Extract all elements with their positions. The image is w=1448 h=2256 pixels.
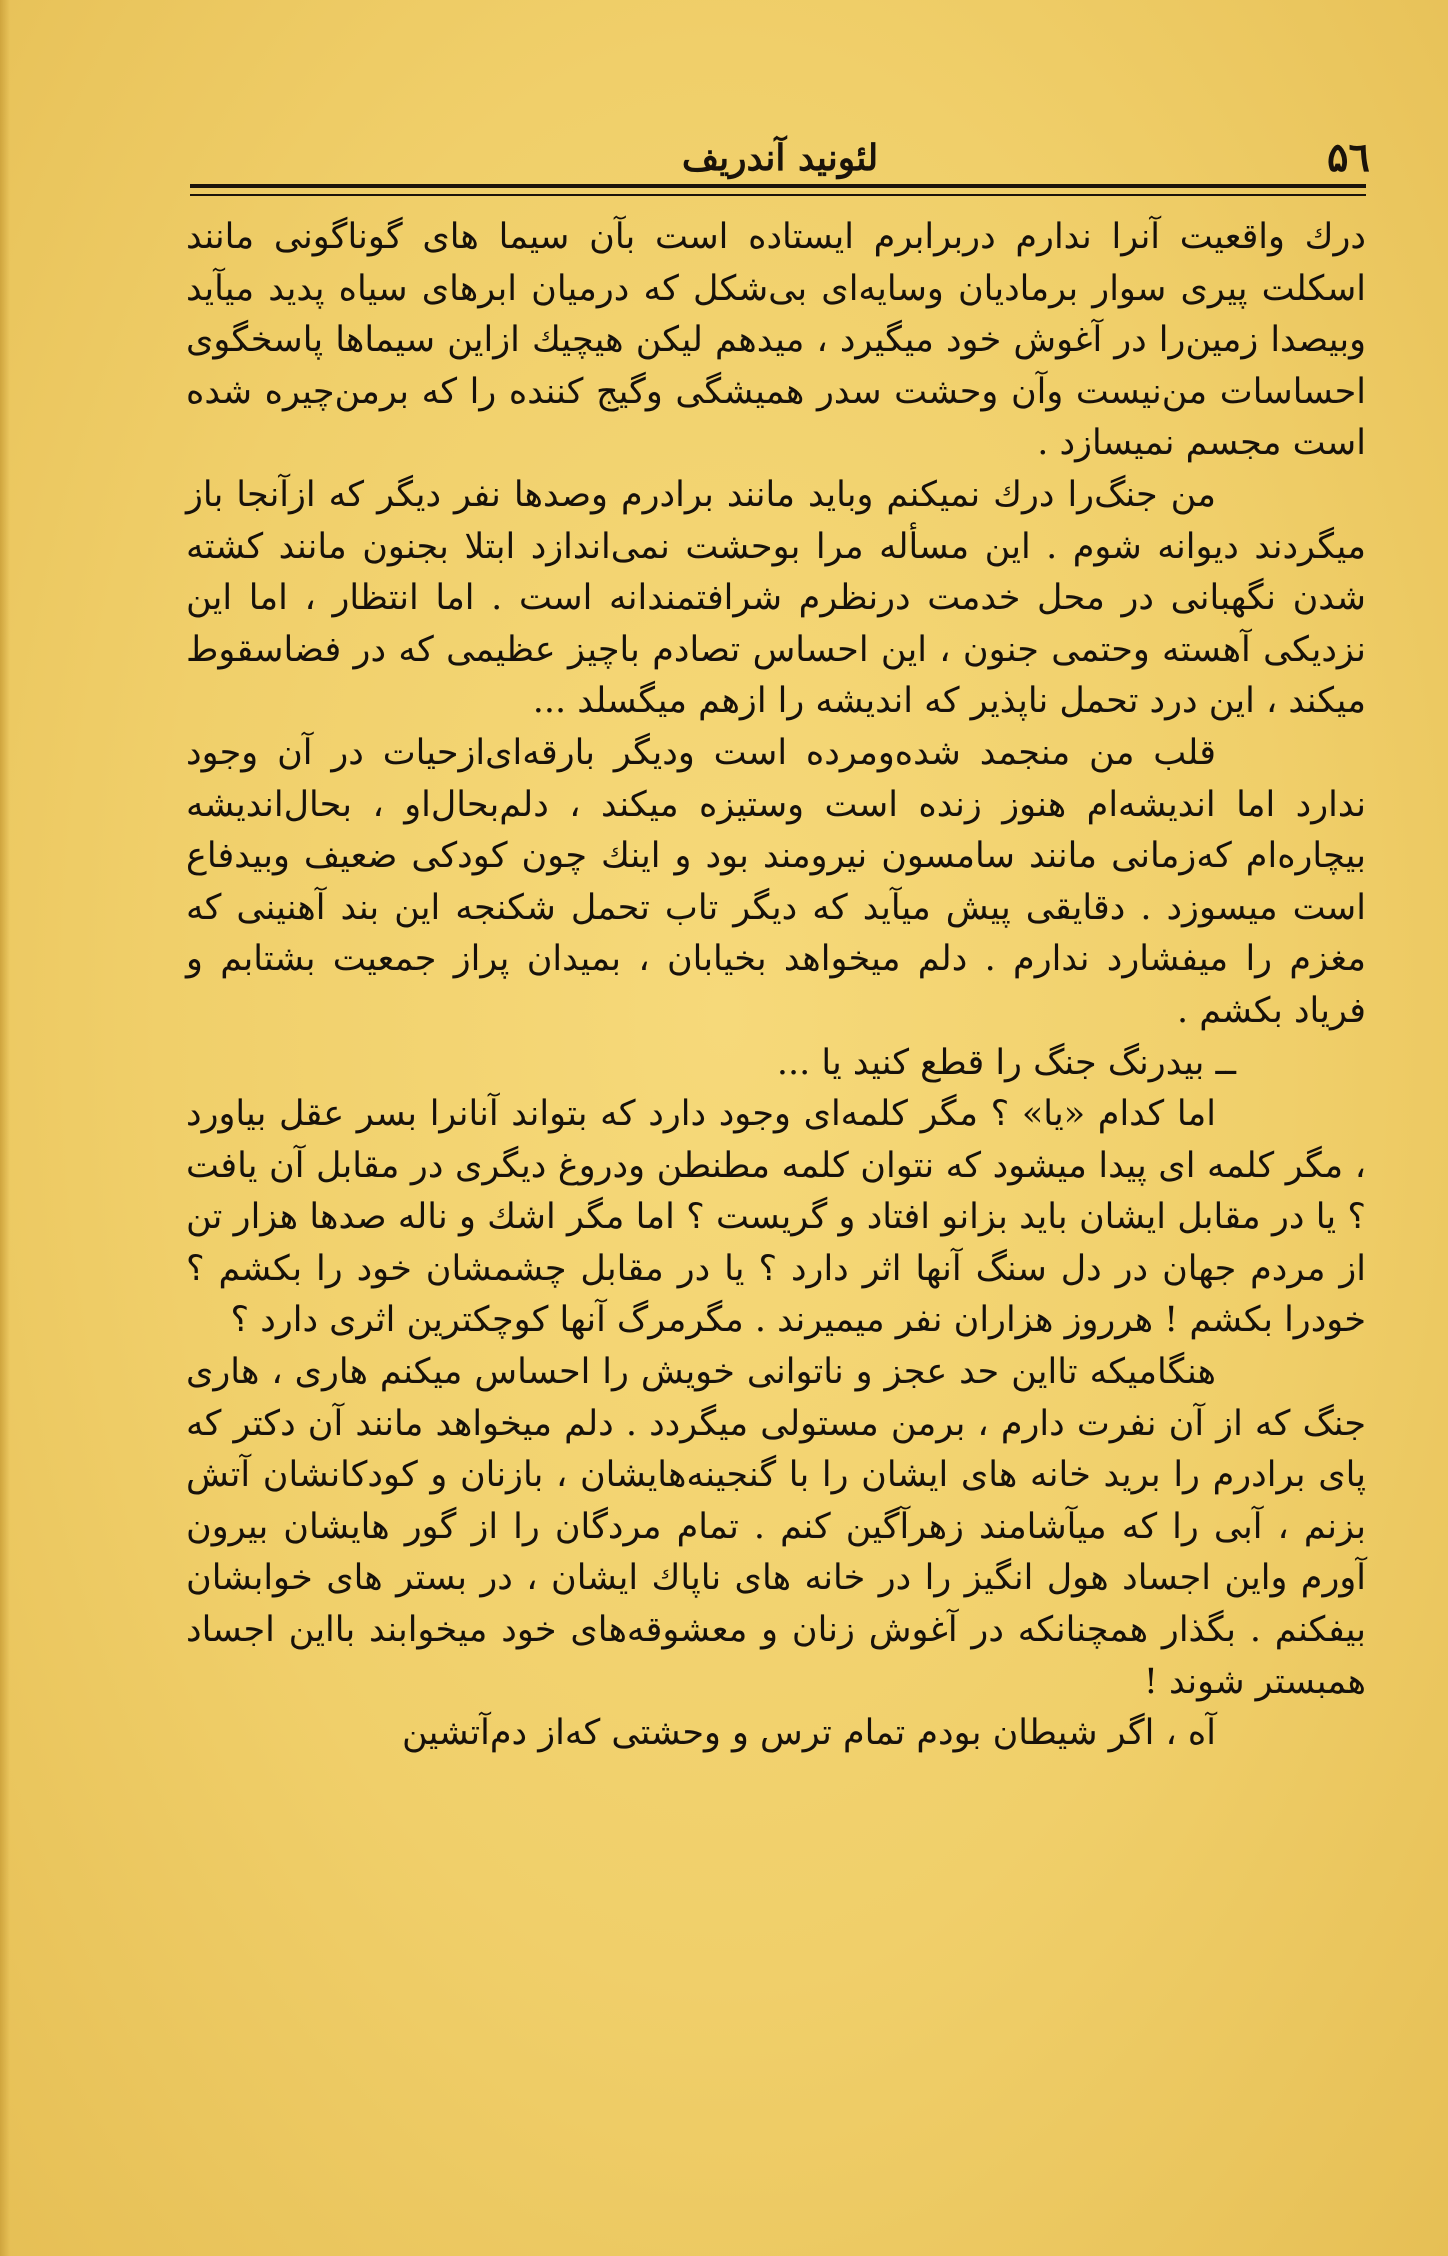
page-number: ۵٦ — [1327, 134, 1370, 181]
page-edge-shadow — [0, 0, 10, 2256]
paragraph-7: آه ، اگر شیطان بودم تمام ترس و وحشتی که‌از دم‌آتشین — [401, 1713, 1216, 1754]
paragraph-4-exclamation: ــ بیدرنگ جنگ را قطع کنید یا ... — [776, 1042, 1236, 1083]
paragraph-5: اما کدام «یا» ؟ مگر کلمه‌ای وجود دارد که بتواند آنانرا بسر عقل بیاورد ، مگر کلمه ای پیدا میشود که نتوان کلمه مطنطن ودروغ دیگری در مقابل آن یافت ؟ یا در مقابل ایشان باید بزانو افتاد و گریست ؟ اما مگر اشك و ناله صدها هزار تن از مردم جهان در دل سنگ آنها اثر دارد ؟ یا در مقابل چشمشان خود را بکشم ؟ خودرا بکشم ! هرروز هزاران نفر میمیرند . مگرمرگ آنها کوچکترین اثری دارد ؟ — [186, 1094, 1366, 1341]
header-rule-thin — [190, 194, 1366, 196]
page-header — [190, 128, 1370, 188]
paragraph-6: هنگامیکه تااین حد عجز و ناتوانی خویش را احساس میکنم هاری ، هاری جنگ که از آن نفرت دارم ، برمن مستولی میگردد . دلم میخواهد مانند آن دکتر که پای برادرم را برید خانه های ایشان را با گنجینه‌هایشان ، بازنان و کودکانشان آتش بزنم ، آبی را که میآشامند زهرآگین کنم . تمام مردگان را از گور هایشان بیرون آورم واین اجساد هول انگیز را در خانه های ناپاك ایشان ، در بستر های خوابشان بیفکنم . بگذار همچنانکه در آغوش زنان و معشوقه‌های خود میخوابند بااین اجساد همبستر شوند ! — [186, 1352, 1366, 1702]
header-rule-thick — [190, 184, 1366, 188]
paragraph-3: قلب من منجمد شده‌ومرده است ودیگر بارقه‌ای‌ازحیات در آن وجود ندارد اما اندیشه‌ام هنوز زنده است وستیزه میکند ، دلم‌بحال‌او ، بحال‌اندیشه بیچاره‌ام که‌زمانی مانند سامسون نیرومند بود و اینك چون کودکی ضعیف وبیدفاع است میسوزد . دقایقی پیش میآید که دیگر تاب تحمل شکنجه این بند آهنینی که مغزم را میفشارد ندارم . دلم میخواهد بخیابان ، بمیدان پراز جمعیت بشتابم و فریاد بکشم . — [186, 732, 1366, 1031]
body-text — [186, 212, 1366, 1760]
paragraph-1: درك واقعیت آنرا ندارم دربرابرم ایستاده است بآن سیما های گوناگونی مانند اسکلت پیری سوار برمادیان وسایه‌ای بی‌شکل که درمیان ابرهای سیاه پدید میآید وبیصدا زمین‌را در آغوش خود میگیرد ، میدهم لیکن هیچیك ازاین سیماها پاسخگوی احساسات من‌نیست وآن وحشت سدر همیشگی وگیج کننده را که برمن‌چیره شده است مجسم نمیسازد . — [186, 217, 1366, 464]
running-title: لئونید آندریف — [681, 137, 879, 179]
paragraph-2: من جنگ‌را درك نمیکنم وباید مانند برادرم وصدها نفر دیگر که ازآنجا باز میگردند دیوانه شوم . این مسأله مرا بوحشت نمی‌اندازد ابتلا بجنون مانند کشته شدن نگهبانی در محل خدمت درنظرم شرافتمندانه است . اما انتظار ، اما این نزدیکی آهسته وحتمی جنون ، این احساس تصادم باچیز عظیمی که در فضاسقوط میکند ، این درد تحمل ناپذیر که اندیشه را ازهم میگسلد ... — [186, 474, 1366, 722]
